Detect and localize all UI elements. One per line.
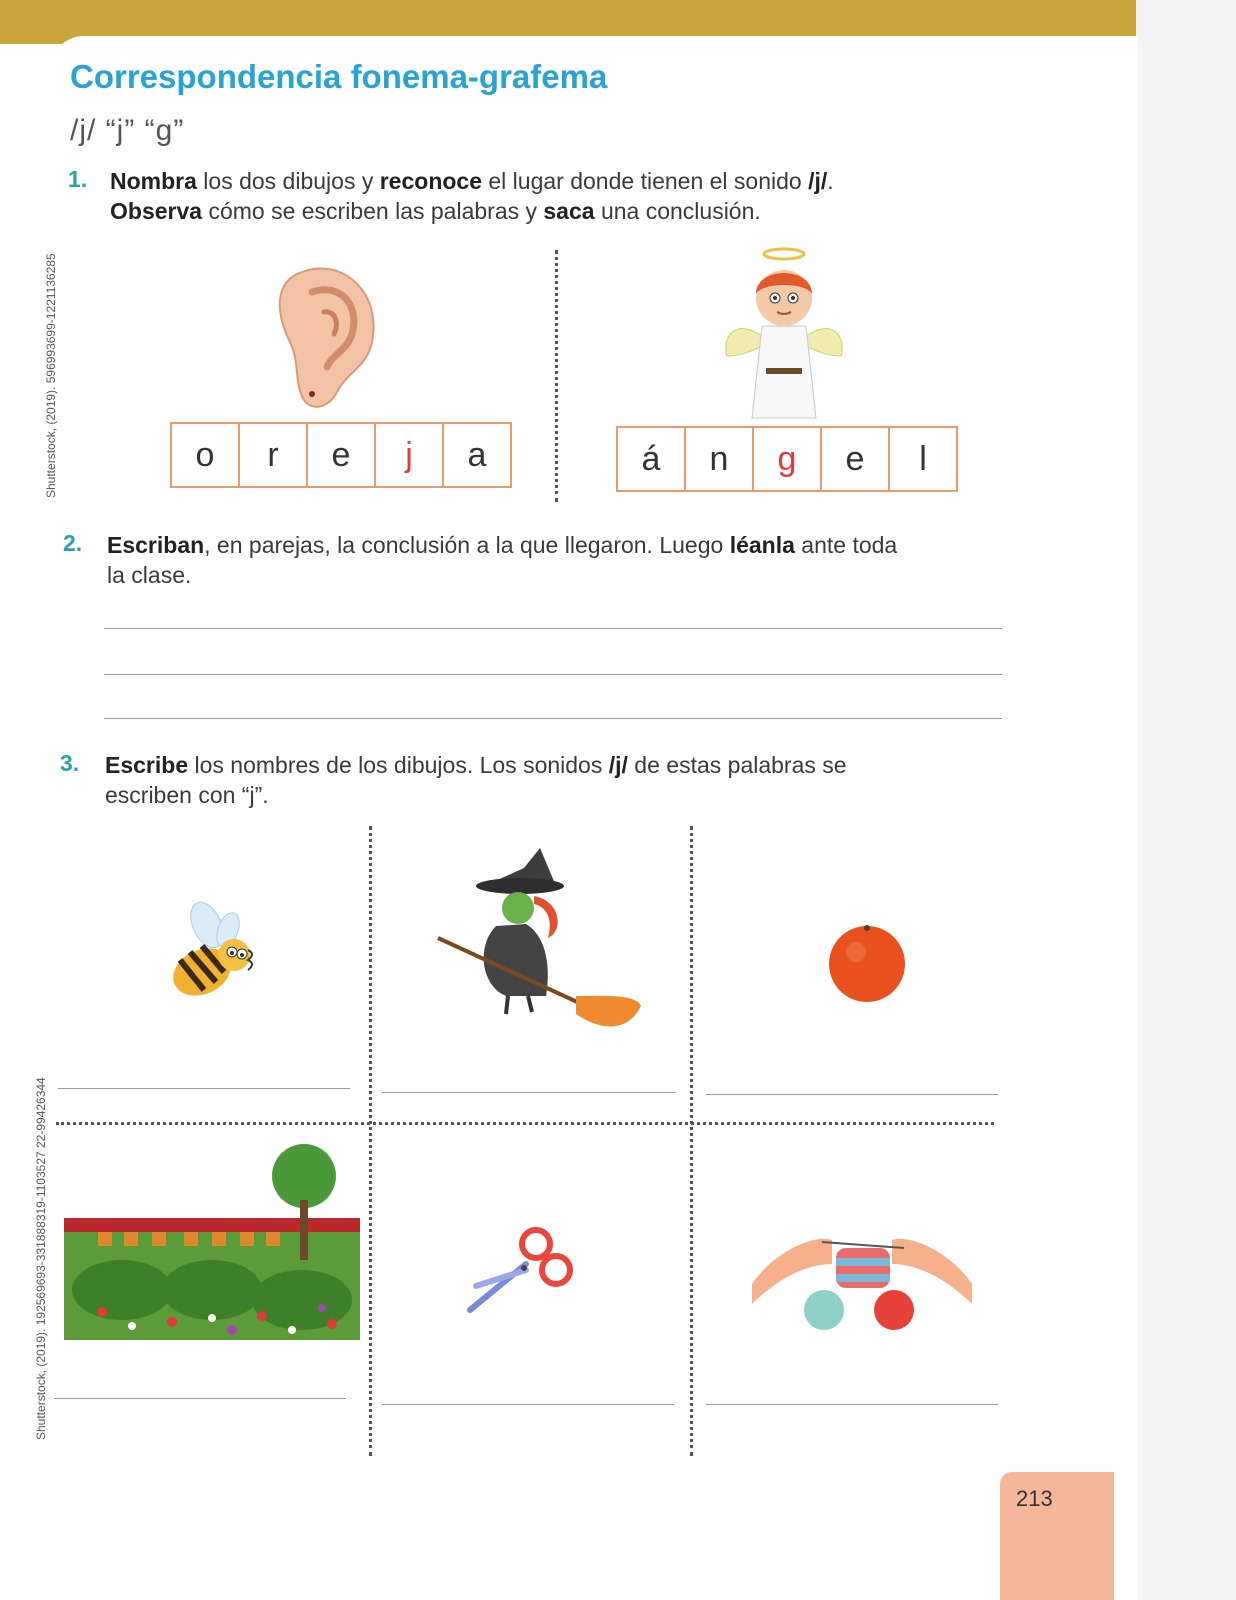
exercise-3-instruction [105, 750, 1005, 810]
witch-picture [436, 846, 646, 1040]
garden-picture [62, 1140, 362, 1342]
divider-vertical [555, 250, 558, 502]
answer-line-2[interactable] [104, 674, 1002, 675]
letter-box: n [686, 428, 754, 490]
exercise-3-number: 3. [60, 750, 80, 776]
page-title: Correspondencia fonema-grafema [70, 58, 608, 95]
exercise-1-instruction [110, 166, 1010, 226]
exercise-1-line-2: Observa cómo se escriben las palabras y saca una conclusión. [110, 198, 761, 224]
letter-box: e [822, 428, 890, 490]
answer-line-scissors[interactable] [382, 1404, 674, 1405]
scissors-picture [466, 1224, 576, 1316]
page-edge [1136, 0, 1236, 1600]
answer-line-garden[interactable] [54, 1398, 346, 1399]
exercise-2-line-2: la clase. [107, 562, 192, 588]
letter-box: r [240, 424, 308, 486]
letter-box: l [919, 439, 927, 478]
letter-box: e [308, 424, 376, 486]
ear-picture [272, 262, 382, 412]
answer-line-1[interactable] [104, 628, 1002, 629]
word-boxes-oreja [170, 422, 512, 488]
grid-divider-horizontal [56, 1122, 994, 1125]
page-sheet [50, 36, 1138, 1600]
word-boxes-angel [616, 426, 958, 492]
grid-divider-vertical-2 [690, 826, 693, 1456]
answer-line-3[interactable] [104, 718, 1002, 719]
exercise-2-line-1: Escriban, en parejas, la conclusión a la que llegaron. Luego léanla ante toda [107, 532, 898, 558]
exercise-3-line-1: Escribe los nombres de los dibujos. Los sonidos /j/ de estas palabras se [105, 752, 847, 778]
knitting-picture [752, 1224, 972, 1334]
page-subtitle: /j/ “j” “g” [70, 114, 185, 147]
exercise-2-number: 2. [63, 530, 83, 556]
letter-box: g [754, 428, 822, 490]
letter-box: j [376, 424, 444, 486]
exercise-3-line-2: escriben con “j”. [105, 782, 269, 808]
exercise-1-line-1: Nombra los dos dibujos y reconoce el lugar donde tienen el sonido /j/. [110, 168, 834, 194]
letter-box: o [172, 424, 240, 486]
photo-credit-1: Shutterstock, (2019). 596993699-1221136285 [44, 253, 58, 498]
letter-box: a [467, 435, 487, 474]
answer-line-bee[interactable] [58, 1088, 350, 1089]
photo-credit-2: Shutterstock, (2019). 192569693-331888319-1103527 22-99426344 [34, 1077, 48, 1440]
page-number: 213 [1016, 1486, 1053, 1511]
answer-line-witch[interactable] [382, 1092, 676, 1093]
answer-line-knitting[interactable] [706, 1404, 998, 1405]
answer-line-orange[interactable] [706, 1094, 998, 1095]
grid-divider-vertical-1 [369, 826, 372, 1456]
angel-picture [722, 246, 846, 426]
letter-box: á [618, 428, 686, 490]
exercise-2-instruction [107, 530, 1007, 590]
exercise-1-number: 1. [68, 166, 88, 192]
orange-picture [826, 922, 908, 1004]
bee-picture [162, 900, 262, 1010]
